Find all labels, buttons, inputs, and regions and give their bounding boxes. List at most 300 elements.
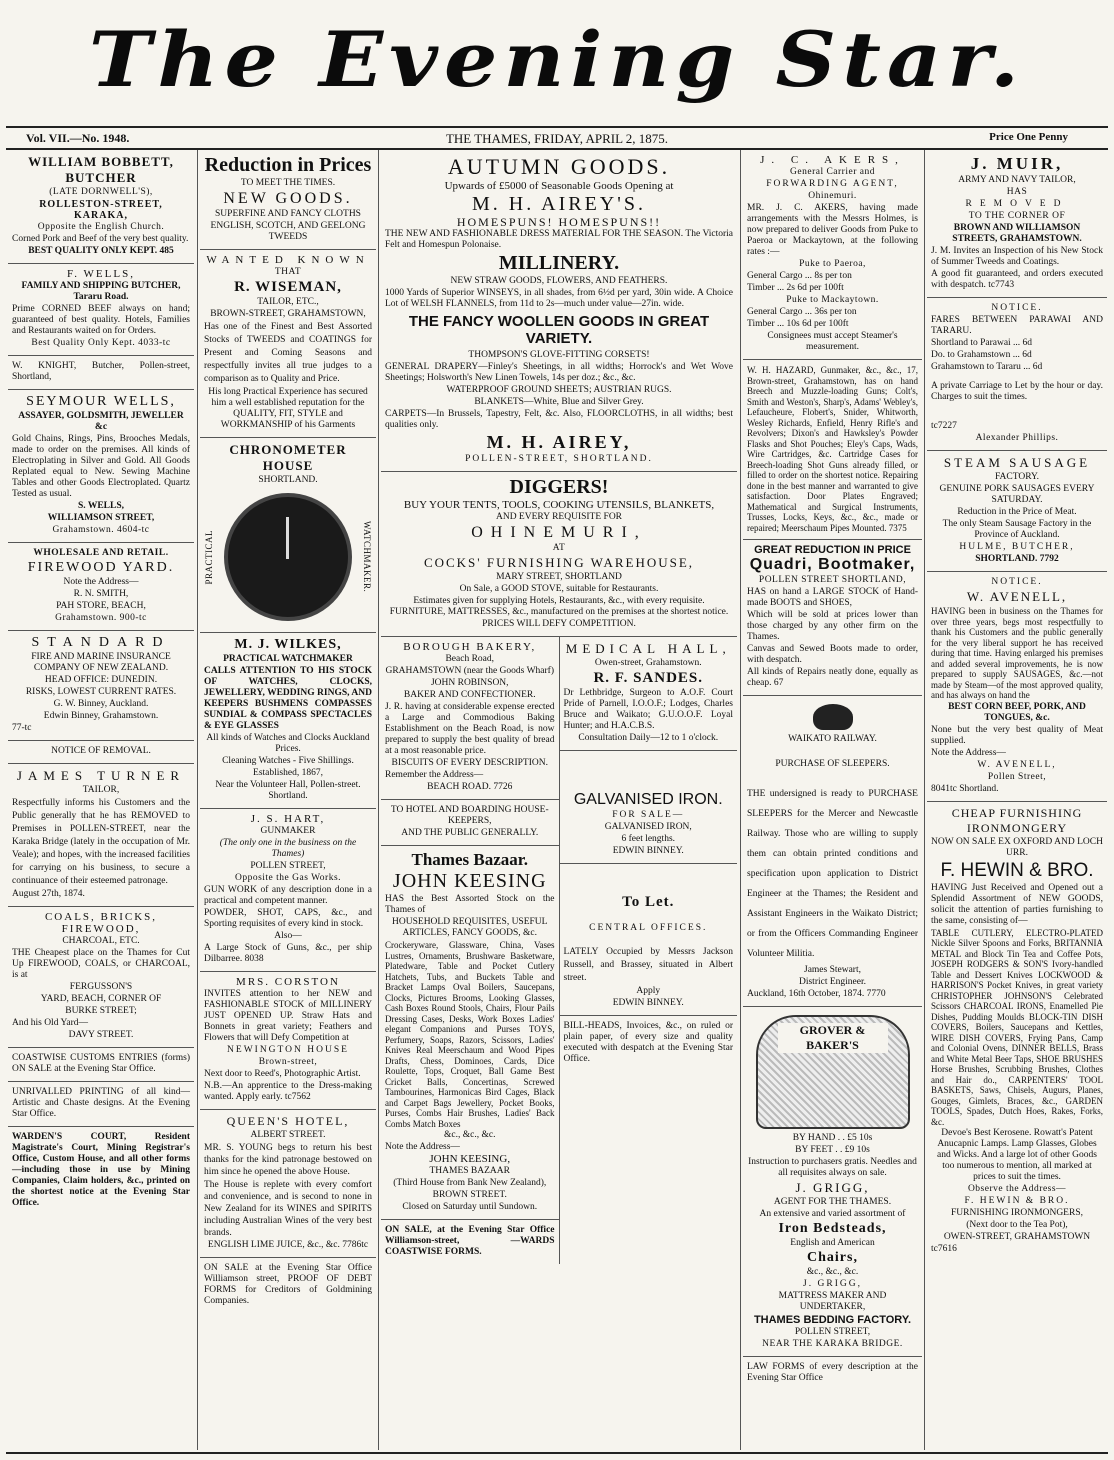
column-3a (381, 637, 560, 1264)
column-5 (927, 150, 1107, 1450)
ad-line: BUY YOUR TENTS, TOOLS, COOKING UTENSILS, BLANKETS, (403, 499, 715, 511)
ad-line: GUNMAKER (260, 826, 316, 836)
ad-standard-insurance (8, 631, 194, 741)
ad-line: Do. to Grahamstown ... 6d (931, 350, 1032, 360)
ad-heading: NOTICE. (991, 577, 1043, 587)
ad-avenell (927, 572, 1107, 802)
ad-line: The only Steam Sausage Factory in the Province of Auckland. (942, 519, 1092, 540)
ad-line: Puke to Mackaytown. (786, 295, 879, 305)
ad-body: POWDER, SHOT, CAPS, &c., and Sporting requisites of every kind in stock. (204, 908, 372, 929)
ad-line: AGENT FOR THE THAMES. (773, 1197, 892, 1207)
ad-body: THE Cheapest place on the Thames for Cut Up FIREWOOD, COALS, or CHARCOAL, is at (12, 948, 190, 980)
ad-line: HULME, BUTCHER, (959, 542, 1075, 552)
ad-printing (8, 1082, 194, 1127)
ad-fares-notice (927, 298, 1107, 451)
ad-line: DAVY STREET. (68, 1030, 134, 1040)
column-3-subcolumns (381, 637, 737, 1264)
ad-line: Edwin Binney, Grahamstown. (43, 711, 159, 721)
ad-line: Owen-street, Grahamstown. (594, 658, 702, 668)
ad-line: JOHN KEESING, (429, 1153, 511, 1165)
volume-number: Vol. VII.—No. 1948. (26, 131, 130, 145)
ad-heading: WANTED KNOWN (206, 254, 370, 266)
ad-waikato-railway (743, 696, 922, 1007)
ad-line: BROWN AND WILLIAMSON STREETS, GRAHAMSTOWN. (952, 223, 1082, 244)
ad-body: ON SALE at the Evening Star Office Williamson street, PROOF OF DEBT FORMS for Creditors of Goldmining Companies. (204, 1263, 372, 1306)
ad-heading: NOTICE OF REMOVAL. (51, 746, 151, 756)
ad-line: BROWN-STREET, GRAHAMSTOWN, (210, 309, 366, 319)
ad-line: 6 feet lengths. (621, 834, 676, 844)
sewing-machine-illustration (756, 1015, 910, 1129)
ad-line: S. WELLS, (77, 501, 125, 511)
ad-body: Devoe's Best Kerosene. Rowatt's Patent Anucapnic Lamps. Lamp Glasses, Globes and Wicks. And a large lot of other Goods too numerous to mention, all marked at prices to suit the times. (937, 1128, 1097, 1182)
ad-line: THOMPSON'S GLOVE-FITTING CORSETS! (468, 350, 650, 360)
ad-line: SUPERFINE AND FANCY CLOTHS (215, 209, 361, 219)
column-divider (924, 150, 925, 1450)
ad-body: HAS on hand a LARGE STOCK of Hand-made BOOTS and SHOES, (747, 587, 918, 608)
ad-wiseman (200, 250, 376, 438)
ad-body: MR. S. YOUNG begs to return his best thanks for the kind patronage bestowed on him since he opened the above House. (204, 1143, 372, 1177)
ad-line: &c., &c., &c. (806, 1267, 859, 1277)
column-divider (197, 150, 198, 1450)
ad-line: Closed on Saturday until Sundown. (402, 1202, 538, 1212)
ad-line: PRICES WILL DEFY COMPETITION. (482, 619, 636, 629)
ad-galvanised-iron (560, 751, 738, 864)
ad-debt-forms (200, 1258, 376, 1313)
ad-line: FARES BETWEEN PARAWAI AND TARARU. (931, 315, 1103, 336)
newspaper-title: The Evening Star. (88, 14, 1026, 105)
ad-line: NEWINGTON HOUSE (227, 1045, 349, 1055)
ad-quadri (743, 540, 922, 696)
ad-hart-gunmaker (200, 809, 376, 972)
ad-line: FAMILY AND SHIPPING BUTCHER, Tararu Road. (21, 281, 181, 302)
ad-line: ALBERT STREET. (250, 1130, 326, 1140)
ad-line: WHOLESALE AND RETAIL. (33, 548, 169, 558)
ad-body: Dr Lethbridge, Surgeon to A.O.F. Court Pride of Parnell, I.O.O.F.; Lodges, Charles Bruce and Waikato; G.U.O.O.F. Loyal Hunter; and H.A.C.B.S. (563, 688, 733, 731)
ad-heading: J. C. AKERS, (760, 154, 905, 166)
ad-heading: Quadri, Bootmaker, (749, 556, 916, 573)
ad-line: BROWN STREET. (432, 1190, 507, 1200)
ad-body: A Large Stock of Guns, &c., per ship Dilbarree. 8038 (204, 943, 372, 964)
ad-line: Also— (274, 931, 302, 941)
ad-line: JOHN ROBINSON, (430, 678, 509, 688)
ad-line: Grahamstown. 4604-tc (52, 525, 150, 535)
ad-heading: F. HEWIN & BRO. (940, 859, 1094, 881)
ad-line: POLLEN STREET, (794, 1327, 871, 1337)
ad-heading: R. WISEMAN, (234, 279, 342, 295)
illustration-caption: GROVER & BAKER'S (778, 1023, 888, 1053)
ad-corston (200, 972, 376, 1110)
ad-line: GRAHAMSTOWN (near the Goods Wharf) (385, 666, 554, 676)
ad-hewin (927, 802, 1107, 1262)
ad-line: (The only one in the business on the Thames) (219, 838, 357, 859)
ad-line: 8041tc Shortland. (931, 783, 999, 794)
ad-line: TAILOR, (82, 785, 120, 795)
ad-line: FACTORY. (994, 472, 1040, 482)
ad-body: Instruction to purchasers gratis. Needles and all requisites always on sale. (748, 1157, 917, 1178)
ad-line: POLLEN STREET, (250, 861, 326, 871)
ad-line: August 27th, 1874. (12, 889, 85, 899)
ad-body: Crockeryware, Glassware, China, Vases Lustres, Ornaments, Brushware Basketware, Platedware, Table and Pocket Cutlery Hatchets, Tubs, and Buckets Table and Bracket Lamps Oval Boilers, Saucepans, Clocks, Pictures Brooms, Looking Glasses, Cash Boxes Round Stools, Chairs, Flour Pails Dressing Cases, Desks, Work Boxes Ladies' elegant Companions and Purses TOYS, Perfumery, Soaps, Razors, Scissors, Ladies' Knives Real Meerschaum and Wood Pipes Drafts, Chess, Dominoes, Cards, Dice Roulette, Tops, Croquet, Ball Game Best Cricket Balls, Concertinas, Screwed Tambourines, Harmonicas Bird Cages, Black and Carpet Bags Jewellery, Pocket Books, Purses, Combs Hair Brushes, Ladies' Back Combs Match Boxes (385, 940, 555, 1129)
ad-law-forms (743, 1357, 922, 1390)
ad-line: Timber ... 10s 6d per 100ft (747, 319, 849, 329)
ad-line: GALVANISED IRON, (604, 822, 692, 832)
ad-line: HOUSEHOLD REQUISITES, USEFUL ARTICLES, FANCY GOODS, &c. (392, 917, 548, 938)
ad-line: Ohinemuri. (808, 191, 857, 201)
ad-heading: J. GRIGG, (795, 1180, 870, 1195)
ad-line: NEW STRAW GOODS, FLOWERS, AND FEATHERS. (450, 276, 668, 286)
ad-heading: MILLINERY. (498, 252, 620, 274)
ad-line: EDWIN BINNEY. (612, 846, 684, 856)
ad-line: Brown-street, (258, 1057, 318, 1067)
ad-muir (927, 150, 1107, 298)
ad-body: Prime CORNED BEEF always on hand; guaranteed of best quality. Hotels, Families and Restaurants waited on for Orders. (12, 304, 190, 336)
ad-side-label: WATCHMAKER. (362, 521, 372, 593)
ad-line: Consignees must accept Steamer's measurement. (767, 331, 898, 352)
ad-heading: Chairs, (807, 1250, 858, 1265)
ad-heading: WILLIAM BOBBETT, BUTCHER (28, 154, 174, 185)
ad-heading: BOROUGH BAKERY, (403, 641, 537, 653)
ad-heading: THE FANCY WOOLLEN GOODS IN GREAT VARIETY. (408, 313, 710, 347)
ad-body: LATELY Occupied by Messrs Jackson Russell, and Brassey, situated in Albert street. (563, 947, 733, 983)
ad-line: Puke to Paeroa, (799, 259, 866, 269)
ad-line: District Engineer. (798, 977, 866, 987)
ad-body: COASTWISE CUSTOMS ENTRIES (forms) ON SALE at the Evening Star Office. (12, 1053, 190, 1074)
ad-body: HAS the Best Assorted Stock on the Thames of (385, 894, 555, 915)
ad-heading: JOHN KEESING (392, 870, 547, 892)
ad-line: REMOVED (965, 199, 1069, 209)
ad-line: 77-tc (12, 723, 32, 733)
ad-heading: DIGGERS! (509, 476, 609, 498)
ad-body: His long Practical Experience has secured him a well established reputation for the QUALITY, FIT, STYLE and WORKMANSHIP of his Garments (208, 387, 368, 430)
ad-line: FERGUSSON'S (69, 982, 133, 992)
ad-queens-hotel (200, 1110, 376, 1258)
ad-line: THAMES BAZAAR (429, 1166, 510, 1176)
ad-body: INVITES attention to her NEW and FASHIONABLE STOCK of MILLINERY JUST OPENED UP. Straw Hats and Bonnets in great variety; Feathers and Flowers that will Defy Competition at (204, 989, 372, 1043)
ad-line: PAH STORE, BEACH, (56, 601, 146, 611)
ad-line: Opposite the English Church. (37, 222, 165, 232)
ad-body: THE undersigned is ready to PURCHASE SLEEPERS for the Mercer and Newcastle Railway. Those who are willing to supply them can obtain printed conditions and specification upon application to District Engineer at the Thames; the Resident and Assistant Engineers in the Waikato District; or from the Officers Commanding Engineer Volunteer Militia. (747, 789, 918, 959)
ad-line: Note the Address— (931, 747, 1006, 758)
ad-wards-forms (381, 1220, 559, 1264)
ad-line: ENGLISH LIME JUICE, &c., &c. 7786tc (207, 1240, 369, 1250)
ad-body: J. R. having at considerable expense erected a Large and Commodious Baking Establishment on the Beach Road, is now prepared to supply the best quality of bread at a most reasonable price. (385, 702, 555, 756)
ad-line: General Carrier and (790, 167, 875, 177)
ad-body: Gold Chains, Rings, Pins, Brooches Medals, made to order on the premises. All kinds of Electroplating in Silver and Gold. All Goods Replated equal to New. Sewing Machine Tables and other Goods Electroplated. Quartz Tested as usual. (12, 434, 190, 499)
ad-body: BILL-HEADS, Invoices, &c., on ruled or plain paper, of every size and quality executed with despatch at the Evening Star Office. (563, 1021, 733, 1064)
ad-line: Note the Address— (385, 1142, 460, 1152)
ad-line: Reduction in the Price of Meat. (957, 507, 1077, 517)
ad-line: tc7616 (931, 1244, 957, 1254)
ad-line: tc7227 (931, 421, 957, 431)
ad-line: BAKER AND CONFECTIONER. (403, 690, 536, 700)
ad-side-label: PRACTICAL (204, 529, 214, 585)
ad-line: PURCHASE OF SLEEPERS. (775, 759, 890, 769)
ad-line: MARY STREET, SHORTLAND (496, 572, 622, 582)
ad-heading: To Let. (622, 894, 675, 910)
ad-body: ON SALE, at the Evening Star Office Williamson-street, —WARDS COASTWISE FORMS. (385, 1225, 555, 1257)
ad-heading: QUEEN'S HOTEL, (226, 1114, 350, 1128)
ad-bobbett (8, 150, 194, 264)
ad-body: THE NEW AND FASHIONABLE DRESS MATERIAL FOR THE SEASON. The Victoria Felt and Homespun Polonaise. (385, 229, 733, 250)
ad-line: Next door to Reed's, Photographic Artist. (204, 1069, 361, 1079)
ad-line: ARMY AND NAVY TAILOR, (958, 175, 1076, 185)
ad-removal-notice (8, 741, 194, 764)
ad-heading: STANDARD (31, 635, 171, 650)
ad-body: UNRIVALLED PRINTING of all kind—Artistic and Chaste designs. At the Evening Star Office. (12, 1087, 190, 1119)
ad-seymour-wells (8, 390, 194, 543)
ad-body: A private Carriage to Let by the hour or day. Charges to suit the times. (931, 381, 1103, 402)
ad-line: OWEN-STREET, GRAHAMSTOWN (943, 1232, 1091, 1242)
ad-line: F. HEWIN & BRO. (964, 1196, 1070, 1206)
ad-grover-baker-grigg (743, 1007, 922, 1357)
ad-heading: COCKS' FURNISHING WAREHOUSE, (423, 555, 695, 570)
ad-heading: JAMES TURNER (16, 768, 186, 783)
ad-heading: NOTICE. (991, 303, 1043, 313)
ad-james-turner (8, 764, 194, 907)
ad-line: Alexander Phillips. (975, 433, 1059, 443)
royal-crest-icon (813, 704, 853, 730)
masthead-rule (6, 126, 1108, 128)
ad-airey-autumn (381, 150, 737, 472)
ad-body: All kinds of Repairs neatly done, equally as cheap. 67 (747, 667, 918, 688)
ad-body: A good fit guaranteed, and orders executed with despatch. tc7743 (931, 269, 1103, 290)
ad-line: FIRE AND MARINE INSURANCE COMPANY OF NEW ZEALAND. (31, 652, 171, 673)
ad-line: BISCUITS OF EVERY DESCRIPTION. (391, 758, 548, 768)
ad-line: English and American (790, 1238, 875, 1248)
ad-line: ENGLISH, SCOTCH, AND GEELONG TWEEDS (210, 221, 366, 242)
ad-line: Upwards of £5000 of Seasonable Goods Opening at (444, 180, 674, 192)
ad-heading: COALS, BRICKS, FIREWOOD, (44, 911, 158, 935)
ad-body: J. M. Invites an Inspection of his New Stock of Summer Tweeds and Coatings. (931, 246, 1103, 267)
ad-heading: MRS. CORSTON (236, 976, 340, 988)
ad-line: Beach Road, (445, 654, 495, 664)
ad-steam-sausage (927, 451, 1107, 572)
ad-line: POLLEN-STREET, SHORTLAND. (465, 454, 653, 464)
column-3b (560, 637, 738, 1264)
ad-line: On Sale, a GOOD STOVE, suitable for Restaurants. (459, 584, 659, 594)
ad-line: (Next door to the Tea Pot), (966, 1220, 1068, 1230)
ad-line: BLANKETS—White, Blue and Silver Grey. (474, 397, 644, 407)
ad-line: An extensive and varied assortment of (759, 1209, 906, 1219)
ad-line: POLLEN STREET SHORTLAND, (758, 575, 907, 585)
ad-body: The House is replete with every comfort and convenience, and is second to none in New Zealand for its WINES and SPIRITS including Australian Wines of the very best brands. (204, 1180, 372, 1238)
ad-line: NEAR THE KARAKA BRIDGE. (762, 1339, 903, 1349)
ad-line: FOR SALE— (612, 810, 685, 820)
ad-chronometer-house (200, 438, 376, 633)
ad-body: Which will be sold at prices lower than those charged by any other firm on the Thames. (747, 610, 918, 642)
ad-line: BEST CORN BEEF, PORK, AND TONGUES, &c. (948, 701, 1086, 723)
ad-line: FURNISHING IRONMONGERS, (951, 1208, 1083, 1218)
issue-line (6, 131, 1108, 149)
ad-hazard (743, 360, 922, 540)
ad-heading: GREAT REDUCTION IN PRICE (754, 544, 911, 556)
ad-fergusson (8, 907, 194, 1048)
column-divider (378, 150, 379, 1450)
ad-line: AND EVERY REQUISITE FOR (495, 512, 623, 522)
ad-line: TO HOTEL AND BOARDING HOUSE-KEEPERS, (390, 805, 549, 826)
ad-heading: Reduction in Prices (204, 154, 372, 176)
ad-heading: CHRONOMETER HOUSE (229, 442, 347, 473)
ad-body: W. KNIGHT, Butcher, Pollen-street, Shortland, (12, 361, 190, 382)
ad-line: TO THE CORNER OF (968, 211, 1066, 221)
ad-line: All kinds of Watches and Clocks Auckland Prices. (206, 733, 370, 754)
ad-billheads (560, 1016, 738, 1071)
ad-line: Timber ... 2s 6d per 100ft (747, 283, 844, 293)
ad-line: Established, 1867, (253, 768, 323, 778)
ad-line: SHORTLAND. (258, 475, 318, 485)
ad-wardens-court (8, 1127, 194, 1215)
ad-line: &c., &c., &c. (444, 1130, 496, 1140)
ad-heading: OHINEMURI, (471, 524, 647, 541)
ad-line: R. N. SMITH, (73, 589, 129, 599)
ad-heading: F. WELLS, (67, 268, 135, 280)
ad-body: GENERAL DRAPERY—Finley's Sheetings, in all widths; Horrock's and Wet Wove Sheetings; Holsworth's New Linen Towels, 14s per doz.; &c., &c. (385, 362, 733, 383)
ad-line: General Cargo ... 8s per ton (747, 271, 852, 281)
ad-line: Remember the Address— (385, 770, 484, 780)
ad-body: W. H. HAZARD, Gunmaker, &c., &c., 17, Brown-street, Grahamstown, has on hand Breech and Muzzle-loading Guns; Colt's, Smith and Weston's, Sharp's, Adams' Webley's, Lefaucheure, Flobert's, Snider, Whitworth, Wesley Richards, Enfield, Henry Rifle's and Revolvers; Dixon's and Hawksley's Powder Flasks and Shot Pouches; Eley's Caps, Wads, Wire Cartridges, &c. Cartridge Cases for Breech-loading Shot Guns already filled, or filled to order on the shortest notice. Repairing done in the best manner and warranted to give satisfaction. Door Plates Engraved; Mathematical and Surgical Instruments, Trusses, Locks, Keys, &c., &c., made or repaired; Meerschaum Pipes Mounted. 7375 (747, 365, 918, 533)
ad-line: MATTRESS MAKER AND UNDERTAKER, (778, 1291, 887, 1312)
ad-borough-bakery (381, 637, 559, 800)
ad-body: HAVING Just Received and Opened out a Splendid Assortment of NEW GOODS, solicit the attention of parties furnishing to the same, consisting of— (931, 882, 1103, 926)
ad-line: RISKS, LOWEST CURRENT RATES. (25, 687, 177, 697)
ad-body: None but the very best quality of Meat supplied. (931, 724, 1103, 746)
ad-body: WARDEN'S COURT, Resident Magistrate's Court, Mining Registrar's Office, Custom House, and all other forms—including those in use by Mining Companies, Claim holders, &c., printed on the shortest notice at the Evening Star Office. (12, 1132, 190, 1208)
ad-housekeepers (381, 800, 559, 846)
ad-body: LAW FORMS of every description at the Evening Star Office (747, 1362, 918, 1383)
column-3 (381, 150, 737, 1450)
ad-line: NOW ON SALE EX OXFORD AND LOCH URR. (931, 836, 1103, 858)
ad-heading: Iron Bedsteads, (778, 1221, 887, 1236)
masthead (0, 0, 1114, 128)
ad-line: BURKE STREET; (65, 1006, 137, 1016)
ad-heading: MEDICAL HALL, (565, 641, 731, 656)
ad-heading: SEYMOUR WELLS, (26, 394, 176, 409)
ad-line: AND THE PUBLIC GENERALLY. (401, 828, 539, 838)
ad-line: And his Old Yard— (12, 1018, 89, 1028)
ad-body: TABLE CUTLERY, ELECTRO-PLATED Nickle Silver Spoons and Forks, BRITANNIA METAL and Block Tin Tea and Coffee Pots, JOSEPH RODGERS & SON'S Ivory-handled Table and Dessert Knives LOCKWOOD & HARRISON'S Pocket Knives, in great variety CHRISTOPHER JOHNSON'S Celebrated Scissors CHARCOAL IRONS, Enamelled Pie Dishes, Pudding Moulds BLOCK-TIN DISH COVERS, Boilers, Saucepans and Kettles, WIRE DISH COVERS, Frying Pans, Camp and Colonial Ovens, DINNER BELLS, Brass and White Metal Beer Taps, SHOE BRUSHES Horse Brushes, Scrubbing Brushes, Clothes and Hair do., CARPENTERS' TOOL BASKETS, Saws, Chisels, Augurs, Planes, Gouges, Gimlets, Braces, &c., GARDEN TOOLS, Spades, Dutch Hoes, Rakes, Forks, &c. (931, 927, 1103, 1127)
ad-line: G. W. Binney, Auckland. (53, 699, 149, 709)
ad-body: Canvas and Sewed Boots made to order, with despatch. (747, 644, 918, 665)
ad-heading: WAIKATO RAILWAY. (788, 734, 877, 744)
ad-line: CHARCOAL, ETC. (62, 936, 140, 946)
ad-line: WATERPROOF GROUND SHEETS; AUSTRIAN RUGS. (446, 385, 672, 395)
ad-line: THAT (274, 267, 302, 277)
ad-heading: M. H. AIREY, (486, 432, 632, 452)
ad-line: BY HAND . . £5 10s (792, 1133, 873, 1143)
ad-smith-firewood (8, 543, 194, 631)
ad-line: HEAD OFFICE: DUNEDIN. (44, 675, 158, 685)
ad-line: Grahamstown. 900-tc (55, 613, 147, 623)
ad-to-let (560, 864, 738, 1016)
ad-line: Opposite the Gas Works. (234, 873, 342, 883)
ad-body: GUN WORK of any description done in a practical and competent manner. (204, 885, 372, 906)
ad-line: Shortland to Parawai ... 6d (931, 338, 1033, 348)
ad-line: Near the Volunteer Hall, Pollen-street. Shortland. (215, 780, 361, 801)
ad-line: (Third House from Bank New Zealand), (393, 1178, 547, 1188)
column-2 (200, 150, 376, 1450)
column-4 (743, 150, 922, 1450)
ad-body: CALLS ATTENTION TO HIS STOCK OF WATCHES, CLOCKS, JEWELLERY, WEDDING RINGS, AND KEEPERS BUSHMENS COMPASSES SUNDIAL & COMPASS SPECTACLES & EYE GLASSES (204, 666, 372, 731)
ad-line: ROLLESTON-STREET, KARAKA, (39, 199, 163, 221)
ad-line: PRACTICAL WATCHMAKER (223, 654, 353, 664)
ad-line: GENUINE PORK SAUSAGES EVERY SATURDAY. (939, 484, 1095, 505)
ad-body: Respectfully informs his Customers and the Public generally that he has REMOVED to Premises in POLLEN-STREET, near the Karaka Bridge (lately in the occupation of Mr. Veale); and hopes, with the increased facilities for carrying on his business, to secure a continuance of their esteemed patronage. (12, 798, 190, 886)
ad-heading: M. J. WILKES, (234, 637, 342, 652)
ad-akers (743, 150, 922, 360)
ad-line: J. GRIGG, (803, 1279, 862, 1289)
ad-line: HOMESPUNS! HOMESPUNS!! (456, 215, 662, 229)
ad-body: HAVING been in business on the Thames for over three years, begs most respectfully to thank his Customers and the public generally for the very liberal support he has received during that time. Having enlarged his premises and added several improvements, he is now prepared to supply SAUSAGES, &c.—not made by Steam—of the most approved quality, and has always on hand the (931, 606, 1103, 700)
ad-heading: J. MUIR, (970, 154, 1064, 173)
ad-body: 1000 Yards of Superior WINSEYS, in all shades, from 6½d per yard, 30in wide. A Choice Lot of WELSH FLANNELS, from 11d to 2s—much under value—27in. wide. (385, 288, 733, 309)
ad-line: AT (552, 543, 566, 553)
ad-body: MR. J. C. AKERS, having made arrangements with the Messrs Holmes, is now prepared to deliver Goods from Puke to Paeroa or Mackaytown, at the following rates :— (747, 203, 918, 257)
ad-line: BY FEET . . £9 10s (795, 1145, 870, 1155)
ad-line: CENTRAL OFFICES. (589, 923, 708, 933)
ad-thames-bazaar (381, 846, 559, 1220)
bottom-rule (6, 1452, 1108, 1454)
ad-line: ASSAYER, GOLDSMITH, JEWELLER &c (18, 411, 184, 432)
ad-wells-butcher (8, 264, 194, 356)
ad-line: HAS (1006, 187, 1028, 197)
ad-heading: NEW GOODS. (223, 190, 353, 207)
ad-line: Note the Address— (63, 577, 139, 587)
ad-diggers (381, 472, 737, 637)
ad-line: FORWARDING AGENT, (766, 179, 899, 189)
ad-heading: GALVANISED IRON. (573, 791, 723, 808)
ad-heading: AUTUMN GOODS. (447, 154, 671, 179)
ad-heading: CHEAP FURNISHING IRONMONGERY (951, 805, 1083, 835)
ad-wilkes (200, 633, 376, 809)
ad-line: TO MEET THE TIMES. (240, 178, 336, 188)
ad-line: EDWIN BINNEY. (612, 998, 684, 1008)
ad-line: Consultation Daily—12 to 1 o'clock. (578, 733, 719, 743)
ad-line: James Stewart, (804, 965, 861, 975)
column-1 (8, 150, 194, 1450)
ad-knight (8, 356, 194, 390)
ad-heading: FIREWOOD YARD. (27, 560, 175, 575)
ad-line: TAILOR, ETC., (257, 297, 319, 307)
clock-illustration (224, 493, 352, 621)
ad-line: BEST QUALITY ONLY KEPT. 485 (28, 246, 174, 256)
ad-line: WILLIAMSON STREET, (47, 513, 155, 523)
ad-line: YARD, BEACH, CORNER OF (40, 994, 162, 1004)
price: Price One Penny (989, 131, 1068, 143)
ad-line: BEACH ROAD. 7726 (427, 782, 513, 792)
ad-line: Auckland, 16th October, 1874. 7770 (747, 989, 886, 999)
ad-reduction (200, 150, 376, 250)
ad-heading: Thames Bazaar. (411, 850, 528, 869)
ad-line: Best Quality Only Kept. 4033-tc (31, 338, 171, 348)
ad-heading: W. AVENELL, (966, 589, 1068, 604)
ad-line: General Cargo ... 36s per ton (747, 307, 857, 317)
column-divider (740, 150, 741, 1450)
ad-body: Estimates given for supplying Hotels, Restaurants, &c., with every requisite. FURNITURE, MATTRESSES, &c., manufactured on the premises at the shortest notice. (389, 596, 729, 617)
ad-heading: J. S. HART, (250, 813, 326, 825)
dateline: THE THAMES, FRIDAY, APRIL 2, 1875. (445, 131, 669, 146)
ad-line: SHORTLAND. 7792 (975, 554, 1059, 564)
ad-line: Grahamstown to Tararu ... 6d (931, 362, 1043, 372)
ad-heading: M. H. AIREY'S. (472, 193, 646, 215)
ad-body: N.B.—An apprentice to the Dress-making wanted. Apply early. tc7562 (204, 1081, 372, 1102)
ad-body: Corned Pork and Beef of the very best quality. (12, 234, 189, 244)
ad-line: Observe the Address— (967, 1184, 1067, 1194)
ad-line: W. AVENELL, (977, 759, 1057, 770)
ad-heading: STEAM SAUSAGE (943, 455, 1091, 470)
ad-body: Has one of the Finest and Best Assorted Stocks of TWEEDS and COATINGS for Present and Coming Seasons and respectfully invites all true judges to a comparison as to Quality and Price. (204, 322, 372, 384)
ad-body: CARPETS—In Brussels, Tapestry, Felt, &c. Also, FLOORCLOTHS, in all widths; best qualities only. (385, 409, 733, 430)
ad-coastwise (8, 1048, 194, 1082)
